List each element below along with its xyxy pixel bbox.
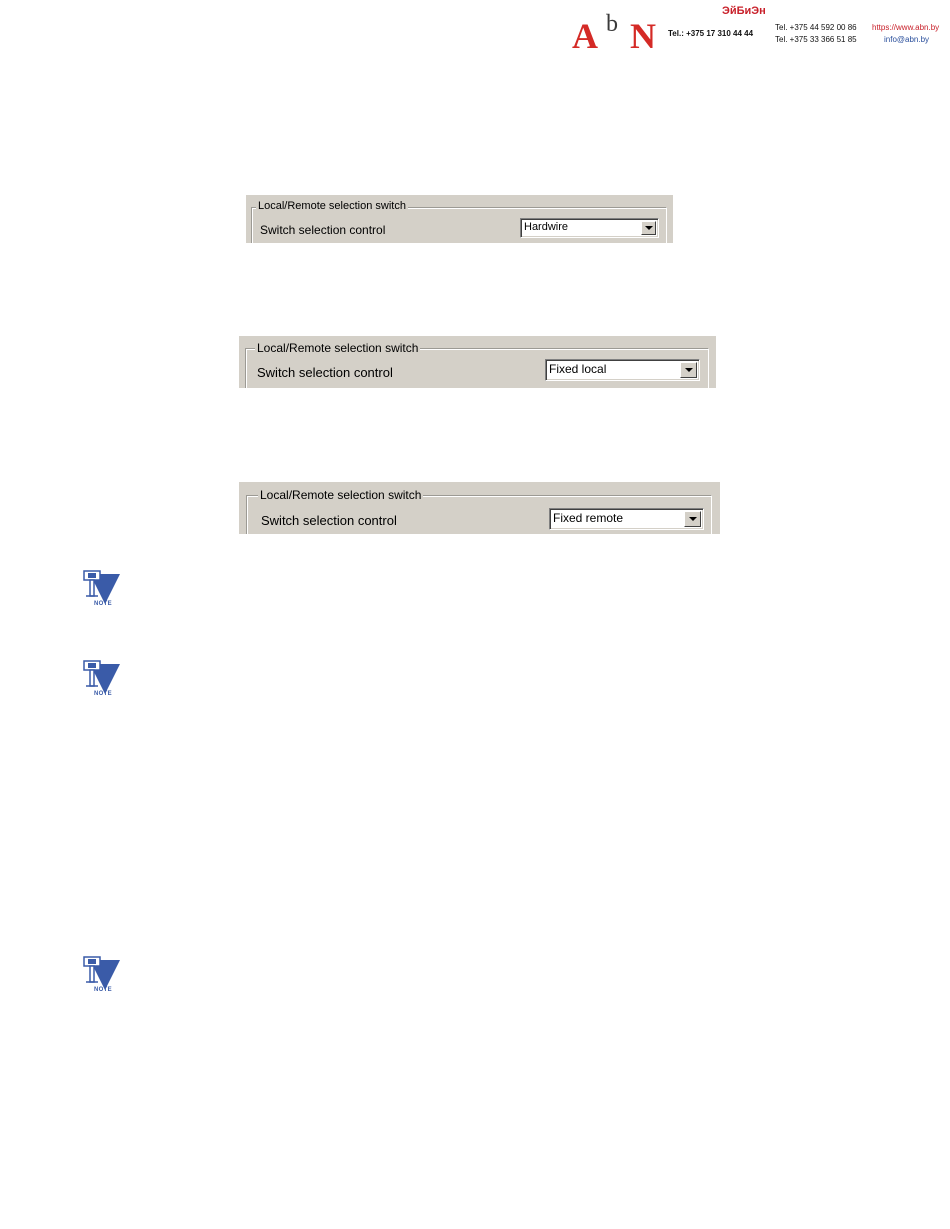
dropdown-value: Fixed local xyxy=(549,362,607,376)
website-link[interactable]: https://www.abn.by xyxy=(872,23,940,32)
brand-name: ЭйБиЭн xyxy=(722,5,766,17)
dropdown-button[interactable] xyxy=(684,511,701,527)
note-icon xyxy=(80,570,122,610)
group-title: Local/Remote selection switch xyxy=(258,200,406,212)
note-icon xyxy=(80,660,122,700)
switch-selection-dropdown[interactable] xyxy=(520,218,659,238)
group-title: Local/Remote selection switch xyxy=(260,488,422,502)
logo-letter-n: N xyxy=(630,16,656,56)
logo-letter-b: b xyxy=(606,11,618,37)
selection-panel-hardwire xyxy=(246,195,673,243)
chevron-down-icon xyxy=(689,517,697,521)
chevron-down-icon xyxy=(645,226,653,230)
main-phone: Tel.: +375 17 310 44 44 xyxy=(668,29,754,38)
note-label: NOTE xyxy=(94,987,112,993)
switch-selection-dropdown[interactable] xyxy=(545,359,700,381)
dropdown-value: Fixed remote xyxy=(553,511,624,525)
switch-selection-label: Switch selection control xyxy=(260,223,386,237)
note-label: NOTE xyxy=(94,691,112,697)
logo-letter-a: A xyxy=(572,16,598,56)
phone-2: Tel. +375 33 366 51 85 xyxy=(775,35,857,44)
note-icon xyxy=(80,956,122,996)
chevron-down-icon xyxy=(685,368,693,372)
selection-panel-fixed-remote xyxy=(239,482,720,534)
group-title: Local/Remote selection switch xyxy=(257,341,419,355)
switch-selection-label: Switch selection control xyxy=(261,513,397,528)
phone-1: Tel. +375 44 592 00 86 xyxy=(775,23,857,32)
dropdown-button[interactable] xyxy=(680,362,697,378)
switch-selection-label: Switch selection control xyxy=(257,365,393,380)
email-link[interactable]: info@abn.by xyxy=(884,35,930,44)
abn-logo xyxy=(572,11,664,56)
switch-selection-dropdown[interactable] xyxy=(549,508,704,530)
note-label: NOTE xyxy=(94,601,112,607)
dropdown-value: Hardwire xyxy=(524,221,569,233)
selection-panel-fixed-local xyxy=(239,336,716,388)
dropdown-button[interactable] xyxy=(641,221,656,235)
